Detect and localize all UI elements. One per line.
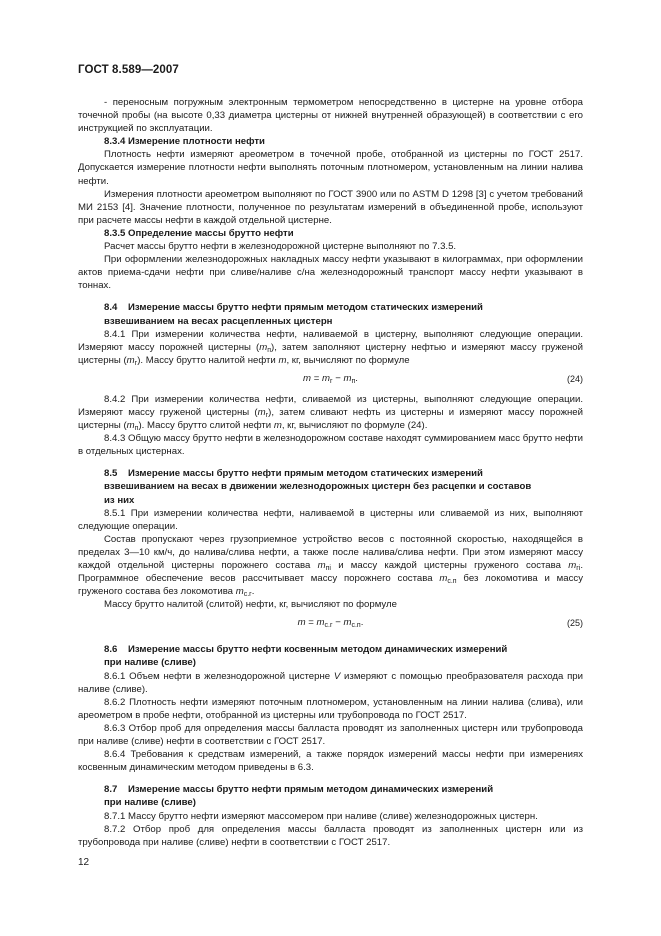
paragraph-8-3-5-1: Расчет массы брутто нефти в железнодорожной цистерне выполняют по 7.3.5. (104, 241, 457, 253)
formula-24 (78, 369, 583, 390)
paragraph-8-7-1: 8.7.1 Массу брутто нефти измеряют массомером при наливе (сливе) железнодорожных цистерн. (104, 810, 538, 822)
formula-number: (24) (566, 373, 583, 384)
paragraph-8-5-1: 8.5.1 При измерении количества нефти, наливаемой в цистерны или сливаемой из них, выполняют следующие операции. (78, 507, 583, 532)
paragraph-8-4-2: 8.4.2 При измерении количества нефти, сливаемой из цистерны, выполняют следующие операции. Измеряют массу груженой цистерны $(m_г)$, затем сливают нефть из цистерны и измеряют массу порожней цистерны $(m_п)$. Массу брутто слитой нефти m, кг, вычисляют по формуле (24). (78, 393, 583, 433)
paragraph-8-3-5-2: При оформлении железнодорожных накладных массу нефти указывают в килограммах, при оформлении актов приема-сдачи нефти при сливе/наливе с/на железнодорожный транспорт массу нефти указывают в тоннах. (78, 254, 583, 292)
paragraph-8-3-4-1: Плотность нефти измеряют ареометром в точечной пробе, отобранной из цистерны по ГОСТ 2517. Допускается измерение плотности нефти выполнять поточным плотномером, установленным на линии налива нефти. (78, 149, 583, 187)
page-content (78, 96, 583, 849)
page-number: 12 (78, 857, 90, 868)
section-8-5-heading: 8.5 Измерение массы брутто нефти прямым методом статических измерений взвешиванием на весах в движении железнодорожных цистерн без расцепки и составов из них (104, 468, 532, 506)
standard-header: ГОСТ 8.589—2007 (78, 64, 179, 76)
paragraph-8-4-3: 8.4.3 Общую массу брутто нефти в железнодорожном составе находят суммированием масс брутто нефти в отдельных цистернах. (78, 433, 583, 458)
section-8-4-heading: 8.4 Измерение массы брутто нефти прямым методом статических измерений взвешиванием на весах расцепленных цистерн (104, 302, 483, 327)
paragraph-intro: - переносным погружным электронным термометром непосредственно в цистерне на уровне отбора точечной пробы (на высоте 0,33 диаметра цистерны от нижней внутренней образующей) в соответствии с его инструкцией по эксплуатации. (78, 97, 583, 135)
section-number: 8.5 (104, 468, 118, 480)
paragraph-8-6-3: 8.6.3 Отбор проб для определения массы балласта проводят из заполненных цистерн или трубопровода при наливе (сливе) нефти в соответствии с ГОСТ 2517. (78, 722, 583, 748)
section-number: 8.7 (104, 784, 118, 796)
heading-8-3-5: 8.3.5 Определение массы брутто нефти (104, 227, 294, 239)
formula-expression: $m = m_г - m_п$. (303, 372, 358, 385)
section-8-6-heading: 8.6 Измерение массы брутто нефти косвенным методом динамических измерений при наливе (сливе) (104, 644, 508, 669)
formula-number: (25) (566, 618, 583, 629)
section-number: 8.6 (104, 644, 118, 656)
section-8-7-heading: 8.7 Измерение массы брутто нефти прямым методом динамических измерений при наливе (сливе) (104, 784, 494, 809)
paragraph-8-6-4: 8.6.4 Требования к средствам измерений, а также порядок измерений массы нефти при измерениях косвенным динамическим методом приведены в 6.3. (78, 749, 583, 774)
paragraph-8-5-1-formula-intro: Массу брутто налитой (слитой) нефти, кг, вычисляют по формуле (104, 599, 397, 611)
paragraph-8-4-1: 8.4.1 При измерении количества нефти, наливаемой в цистерну, выполняют следующие операции. Измеряют массу порожней цистерны $(m_п)$, затем заполняют цистерну нефтью и измеряют массу груженой цистерны $(m_г)$. Массу брутто налитой нефти m, кг, вычисляют по формуле (78, 328, 584, 367)
paragraph-8-3-4-2: Измерения плотности ареометром выполняют по ГОСТ 3900 или по ASTM D 1298 [3] с учетом требований МИ 2153 [4]. Значение плотности, полученное по результатам измерений в объединенной пробе, используют при расчете массы нефти в каждой отдельной цистерне. (78, 188, 583, 226)
section-number: 8.4 (104, 302, 118, 314)
formula-25 (78, 613, 583, 634)
paragraph-8-5-1-composition: Состав пропускают через грузоприемное устройство весов с постоянной скоростью, находящейся в пределах 3—10 км/ч, до налива/слива нефти, а также после налива/слива нефти. При этом измеряют массу каждой отдельной цистерны порожнего состава $m_{пi}$ и массу каждой цистерны груженого состава $m_{гi}$. Программное обеспечение весов рассчитывает массу порожнего состава $m_{с.п}$ без локомотива и массу груженого состава без локомотива $m_{с.г}$. (78, 533, 583, 599)
paragraph-8-7-2: 8.7.2 Отбор проб для определения массы балласта проводят из заполненных цистерн или из трубопровода при наливе (сливе) нефти в соответствии с ГОСТ 2517. (78, 823, 583, 848)
paragraph-8-6-1: 8.6.1 Объем нефти в железнодорожной цистерне V измеряют с помощью преобразователя расхода при наливе (сливе). (78, 670, 583, 695)
heading-8-3-4: 8.3.4 Измерение плотности нефти (104, 136, 265, 148)
paragraph-8-6-2: 8.6.2 Плотность нефти измеряют поточным плотномером, установленным на линии налива (слива), или ареометром в пробе нефти, отобранной из цистерны или трубопровода по ГОСТ 2517. (78, 696, 583, 721)
formula-expression: $m = m_{с.г} - m_{с.п}$. (297, 617, 364, 630)
